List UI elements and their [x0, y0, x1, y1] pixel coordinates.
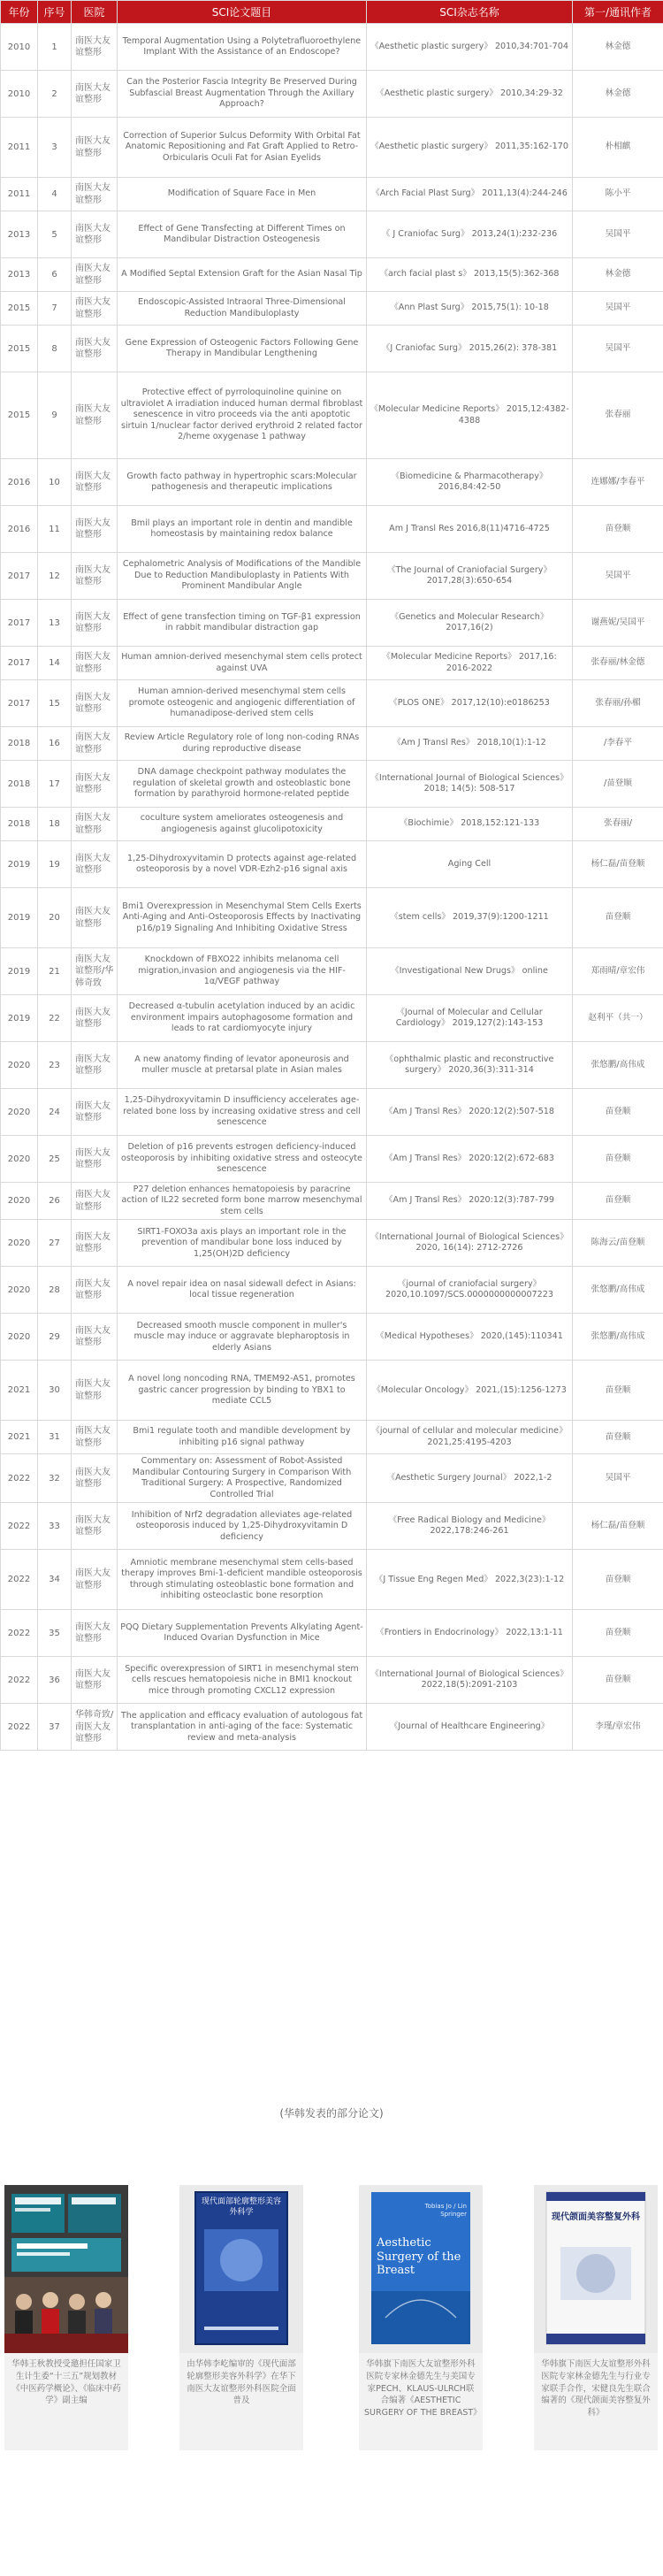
cell-year: 2015: [1, 372, 38, 459]
table-row: [1, 841, 663, 888]
book-card: [534, 2185, 658, 2450]
book-card: [4, 2185, 128, 2450]
cell-year: 2020: [1, 1089, 38, 1136]
book-cover-facial-contour: [179, 2185, 303, 2353]
cell-number: 5: [38, 211, 72, 258]
cell-hospital: 南医大友谊整形: [72, 761, 118, 808]
cell-hospital: 南医大友谊整形: [72, 808, 118, 841]
cell-author: 谢燕妮/吴国平: [573, 600, 663, 647]
book-cover-maxillofacial: [534, 2185, 658, 2353]
book-cover-title: 现代面部轮廓整形美容外科学: [201, 2197, 281, 2217]
table-row: [1, 1267, 663, 1314]
cell-author: 连娜娜/李春平: [573, 459, 663, 506]
table-row: [1, 1454, 663, 1503]
cell-journal: 《 J Craniofac Surg》 2013,24(1):232-236: [367, 211, 573, 258]
cell-year: 2021: [1, 1361, 38, 1421]
cell-hospital: 南医大友谊整形: [72, 1421, 118, 1454]
cell-title: Protective effect of pyrroloquinoline quinine on ultraviolet A irradiation induced human dermal fibroblast senescence in vitro proceeds via the anti apoptotic sirtuin 1/nuclear factor derived erythroid 2 related factor 2/heme oxygenase 1 pathway: [118, 372, 367, 459]
cell-title: DNA damage checkpoint pathway modulates the regulation of skeletal growth and osteoblastic bone formation by parathyroid hormone-related peptide: [118, 761, 367, 808]
cell-title: coculture system ameliorates osteogenesis and angiogenesis against glucolipotoxicity: [118, 808, 367, 841]
cell-title: PQQ Dietary Supplementation Prevents Alkylating Agent-Induced Ovarian Dysfunction in Mice: [118, 1610, 367, 1657]
cell-author: 苗登顺: [573, 1610, 663, 1657]
cell-year: 2018: [1, 727, 38, 761]
cell-title: Endoscopic-Assisted Intraoral Three-Dimensional Reduction Mandibuloplasty: [118, 292, 367, 326]
cell-year: 2022: [1, 1657, 38, 1704]
cell-author: 苗登顺: [573, 888, 663, 948]
cell-hospital: 南医大友谊整形: [72, 1657, 118, 1704]
book-cover-aesthetic-surgery: [359, 2185, 483, 2353]
cell-journal: 《Molecular Medicine Reports》 2017,16: 2016-2022: [367, 647, 573, 680]
table-row: [1, 1503, 663, 1550]
cell-title: Human amnion-derived mesenchymal stem cells promote osteogenic and angiogenic differentiation of humanadipose-derived stem cells: [118, 680, 367, 727]
table-row: [1, 211, 663, 258]
table-row: [1, 1136, 663, 1183]
table-row: [1, 761, 663, 808]
cell-number: 20: [38, 888, 72, 948]
cell-number: 15: [38, 680, 72, 727]
cell-author: 吴国平: [573, 211, 663, 258]
cell-journal: 《Ann Plast Surg》 2015,75(1): 10-18: [367, 292, 573, 326]
cell-author: 吴国平: [573, 326, 663, 372]
cell-year: 2020: [1, 1220, 38, 1267]
cell-title: Amniotic membrane mesenchymal stem cells-based therapy improves Bmi-1-deficient mandible osteoporosis through stimulating osteoblastic bone formation and inhibiting osteoclastic bone resorption: [118, 1550, 367, 1610]
cell-year: 2016: [1, 506, 38, 553]
cell-journal: 《Journal of Molecular and Cellular Cardiology》 2019,127(2):143-153: [367, 995, 573, 1042]
table-row: [1, 178, 663, 211]
cell-year: 2017: [1, 680, 38, 727]
cell-year: 2022: [1, 1704, 38, 1751]
cell-number: 29: [38, 1314, 72, 1361]
cell-journal: 《The Journal of Craniofacial Surgery》 2017,28(3):650-654: [367, 553, 573, 600]
cell-author: 朴相麒: [573, 118, 663, 178]
cell-author: 李瑾/章宏伟: [573, 1704, 663, 1751]
cell-year: 2022: [1, 1454, 38, 1503]
cell-hospital: 南医大友谊整形: [72, 1089, 118, 1136]
cell-number: 22: [38, 995, 72, 1042]
cell-hospital: 华韩奇致/南医大友谊整形: [72, 1704, 118, 1751]
cell-title: Decreased α-tubulin acetylation induced by an acidic environment impairs autophagosome formation and leads to rat cardiomyocyte injury: [118, 995, 367, 1042]
cell-number: 34: [38, 1550, 72, 1610]
cell-author: 吴国平: [573, 292, 663, 326]
cell-author: 吴国平: [573, 553, 663, 600]
table-row: [1, 1421, 663, 1454]
cell-year: 2015: [1, 292, 38, 326]
cell-number: 11: [38, 506, 72, 553]
cell-author: 张春丽/: [573, 808, 663, 841]
book-description: 华韩旗下南医大友谊整形外科医院专家林金德先生与美国专家PECH、KLAUS-ULRCH联合编著《AESTHETIC SURGERY OF THE BREAST》: [364, 2359, 482, 2419]
table-row: [1, 1314, 663, 1361]
cell-author: 苗登顺: [573, 1550, 663, 1610]
cell-hospital: 南医大友谊整形: [72, 1361, 118, 1421]
table-row: [1, 888, 663, 948]
cell-hospital: 南医大友谊整形: [72, 326, 118, 372]
cell-number: 18: [38, 808, 72, 841]
cell-hospital: 南医大友谊整形: [72, 680, 118, 727]
cell-year: 2017: [1, 553, 38, 600]
cell-hospital: 南医大友谊整形: [72, 372, 118, 459]
table-row: [1, 506, 663, 553]
cell-hospital: 南医大友谊整形: [72, 1610, 118, 1657]
cell-number: 30: [38, 1361, 72, 1421]
cell-hospital: 南医大友谊整形: [72, 647, 118, 680]
cell-year: 2017: [1, 600, 38, 647]
cell-number: 6: [38, 258, 72, 292]
cell-journal: 《ophthalmic plastic and reconstructive surgery》 2020,36(3):311-314: [367, 1042, 573, 1089]
cell-year: 2019: [1, 948, 38, 995]
cell-author: 苗登顺: [573, 506, 663, 553]
cell-journal: 《Genetics and Molecular Research》 2017,16(2): [367, 600, 573, 647]
book-card: [179, 2185, 303, 2450]
cell-hospital: 南医大友谊整形/华韩奇致: [72, 948, 118, 995]
cell-author: 苗登顺: [573, 1361, 663, 1421]
cell-number: 35: [38, 1610, 72, 1657]
cell-title: Can the Posterior Fascia Integrity Be Preserved During Subfascial Breast Augmentation Through the Axillary Approach?: [118, 71, 367, 118]
table-row: [1, 372, 663, 459]
cell-author: 吴国平: [573, 1454, 663, 1503]
table-row: [1, 71, 663, 118]
cell-year: 2013: [1, 258, 38, 292]
cell-title: Knockdown of FBXO22 inhibits melanoma cell migration,invasion and angiogenesis via the HIF-1α/VEGF pathway: [118, 948, 367, 995]
cell-number: 24: [38, 1089, 72, 1136]
cell-number: 14: [38, 647, 72, 680]
cell-year: 2018: [1, 761, 38, 808]
cell-journal: 《International Journal of Biological Sciences》 2018; 14(5): 508-517: [367, 761, 573, 808]
cell-author: 张悠鹏/高伟成: [573, 1042, 663, 1089]
table-row: [1, 680, 663, 727]
cell-year: 2021: [1, 1421, 38, 1454]
cell-number: 23: [38, 1042, 72, 1089]
cell-author: 苗登顺: [573, 1183, 663, 1220]
cell-journal: 《Biomedicine & Pharmacotherapy》 2016,84:42-50: [367, 459, 573, 506]
cell-title: SIRT1-FOXO3a axis plays an important role in the prevention of mandibular bone loss induced by 1,25(OH)2D deficiency: [118, 1220, 367, 1267]
table-row: [1, 1657, 663, 1704]
cell-number: 21: [38, 948, 72, 995]
cell-hospital: 南医大友谊整形: [72, 118, 118, 178]
cell-year: 2011: [1, 178, 38, 211]
cell-number: 32: [38, 1454, 72, 1503]
cell-title: Growth facto pathway in hypertrophic scars:Molecular pathogenesis and therapeutic implications: [118, 459, 367, 506]
table-row: [1, 995, 663, 1042]
cell-number: 37: [38, 1704, 72, 1751]
book-cover-title: Aesthetic Surgery of the Breast: [377, 2236, 461, 2278]
header-hospital: 医院: [72, 1, 118, 24]
table-row: [1, 258, 663, 292]
cell-author: 张悠鹏/高伟成: [573, 1314, 663, 1361]
book-cover-title: 现代颌面美容整复外科: [552, 2212, 640, 2222]
cell-journal: 《Frontiers in Endocrinology》 2022,13:1-11: [367, 1610, 573, 1657]
cell-journal: 《stem cells》 2019,37(9):1200-1211: [367, 888, 573, 948]
cell-number: 8: [38, 326, 72, 372]
table-row: [1, 1550, 663, 1610]
papers-caption: (华韩发表的部分论文): [279, 2107, 384, 2120]
cell-hospital: 南医大友谊整形: [72, 1183, 118, 1220]
cell-year: 2022: [1, 1503, 38, 1550]
table-row: [1, 727, 663, 761]
table-row: [1, 1089, 663, 1136]
table-row: [1, 600, 663, 647]
cell-hospital: 南医大友谊整形: [72, 727, 118, 761]
books-gallery: [0, 2185, 663, 2450]
cell-title: Bmil plays an important role in dentin and mandible homeostasis by maintaining redox balance: [118, 506, 367, 553]
cell-author: 赵利平（共一）: [573, 995, 663, 1042]
cell-title: A novel long noncoding RNA, TMEM92-AS1, promotes gastric cancer progression by binding to YBX1 to mediate CCL5: [118, 1361, 367, 1421]
cell-journal: 《International Journal of Biological Sciences》 2022,18(5):2091-2103: [367, 1657, 573, 1704]
cell-title: A novel repair idea on nasal sidewall defect in Asians: local tissue regeneration: [118, 1267, 367, 1314]
cell-title: Decreased smooth muscle component in muller's muscle may induce or aggravate blepharoptosis in elderly Asians: [118, 1314, 367, 1361]
table-row: [1, 1183, 663, 1220]
cell-author: 苗登顺: [573, 1421, 663, 1454]
table-row: [1, 24, 663, 71]
cell-hospital: 南医大友谊整形: [72, 258, 118, 292]
cell-journal: 《Aesthetic plastic surgery》 2010,34:701-704: [367, 24, 573, 71]
cell-number: 17: [38, 761, 72, 808]
cell-year: 2022: [1, 1610, 38, 1657]
cell-title: Inhibition of Nrf2 degradation alleviates age-related osteoporosis induced by 1,25-Dihydroxyvitamin D deficiency: [118, 1503, 367, 1550]
cell-year: 2018: [1, 808, 38, 841]
cell-author: 杨仁磊/苗登顺: [573, 841, 663, 888]
cell-number: 7: [38, 292, 72, 326]
cell-hospital: 南医大友谊整形: [72, 211, 118, 258]
cell-journal: 《J Tissue Eng Regen Med》 2022,3(23):1-12: [367, 1550, 573, 1610]
cell-title: Effect of Gene Transfecting at Different Times on Mandibular Distraction Osteogenesis: [118, 211, 367, 258]
cell-number: 12: [38, 553, 72, 600]
cell-journal: 《International Journal of Biological Sciences》 2020, 16(14): 2712-2726: [367, 1220, 573, 1267]
table-row: [1, 808, 663, 841]
cell-hospital: 南医大友谊整形: [72, 553, 118, 600]
cell-hospital: 南医大友谊整形: [72, 292, 118, 326]
cell-journal: 《Am J Transl Res》 2020:12(2):672-683: [367, 1136, 573, 1183]
cell-journal: 《Journal of Healthcare Engineering》: [367, 1704, 573, 1751]
cell-title: Bmi1 regulate tooth and mandible development by inhibiting p16 signal pathway: [118, 1421, 367, 1454]
cell-journal: 《Biochimie》 2018,152:121-133: [367, 808, 573, 841]
cell-number: 26: [38, 1183, 72, 1220]
cell-number: 25: [38, 1136, 72, 1183]
table-row: [1, 459, 663, 506]
cell-year: 2019: [1, 888, 38, 948]
header-year: 年份: [1, 1, 38, 24]
cell-author: 林金德: [573, 24, 663, 71]
cell-author: 杨仁磊/苗登顺: [573, 1503, 663, 1550]
cell-author: 陈小平: [573, 178, 663, 211]
book-cover-authors: Tobias Jo / Lin Springer: [424, 2203, 467, 2219]
cell-journal: Aging Cell: [367, 841, 573, 888]
cell-journal: 《J Craniofac Surg》 2015,26(2): 378-381: [367, 326, 573, 372]
cell-year: 2016: [1, 459, 38, 506]
cell-journal: 《arch facial plast s》 2013,15(5):362-368: [367, 258, 573, 292]
cell-title: 1,25-Dihydroxyvitamin D protects against age-related osteoporosis by a novel VDR-Ezh2-p16 signal axis: [118, 841, 367, 888]
book-description: 由华韩李屹编审的《现代面部轮廓整形美容外科学》在华下南医大友谊整形外科医院全面普及: [187, 2359, 296, 2406]
cell-title: Deletion of p16 prevents estrogen deficiency-induced osteoporosis by inhibiting oxidative stress and osteocyte senescence: [118, 1136, 367, 1183]
cell-title: A new anatomy finding of levator aponeurosis and muller muscle at pretarsal plate in Asian males: [118, 1042, 367, 1089]
header-title: SCI论文题目: [118, 1, 367, 24]
book-card: [359, 2185, 483, 2450]
cell-hospital: 南医大友谊整形: [72, 888, 118, 948]
table-row: [1, 553, 663, 600]
cell-year: 2010: [1, 71, 38, 118]
cell-number: 28: [38, 1267, 72, 1314]
cell-journal: 《PLOS ONE》 2017,12(10):e0186253: [367, 680, 573, 727]
book-photo-collage: [4, 2185, 128, 2353]
cell-year: 2010: [1, 24, 38, 71]
cell-title: Temporal Augmentation Using a Polytetrafluoroethylene Implant With the Assistance of an Endoscope?: [118, 24, 367, 71]
cell-journal: 《journal of cellular and molecular medicine》 2021,25:4195-4203: [367, 1421, 573, 1454]
cell-year: 2017: [1, 647, 38, 680]
cell-hospital: 南医大友谊整形: [72, 1550, 118, 1610]
cell-number: 2: [38, 71, 72, 118]
cell-year: 2020: [1, 1183, 38, 1220]
cell-number: 19: [38, 841, 72, 888]
cell-hospital: 南医大友谊整形: [72, 995, 118, 1042]
cell-hospital: 南医大友谊整形: [72, 71, 118, 118]
cell-number: 13: [38, 600, 72, 647]
cell-number: 4: [38, 178, 72, 211]
cell-year: 2019: [1, 841, 38, 888]
cell-author: 苗登顺: [573, 1657, 663, 1704]
cell-title: Bmi1 Overexpression in Mesenchymal Stem Cells Exerts Anti-Aging and Anti-Osteoporosis Effects by Inactivating p16/p19 Signaling And Inhibiting Oxidative Stress: [118, 888, 367, 948]
cell-author: /苗登顺: [573, 761, 663, 808]
cell-author: 张悠鹏/高伟成: [573, 1267, 663, 1314]
cell-author: 郑雨晴/章宏伟: [573, 948, 663, 995]
cell-journal: 《Am J Transl Res》 2020:12(3):787-799: [367, 1183, 573, 1220]
cell-number: 36: [38, 1657, 72, 1704]
table-row: [1, 292, 663, 326]
cell-year: 2011: [1, 118, 38, 178]
cell-journal: 《Medical Hypotheses》 2020,(145):110341: [367, 1314, 573, 1361]
cell-hospital: 南医大友谊整形: [72, 24, 118, 71]
cell-title: 1,25-Dihydroxyvitamin D insufficiency accelerates age-related bone loss by increasing oxidative stress and cell senescence: [118, 1089, 367, 1136]
cell-author: 张春丽/孙楣: [573, 680, 663, 727]
cell-number: 9: [38, 372, 72, 459]
cell-title: Correction of Superior Sulcus Deformity With Orbital Fat Anatomic Repositioning and Fat Graft Applied to Retro-Orbicularis Oculi Fat for Asian Eyelids: [118, 118, 367, 178]
cell-year: 2015: [1, 326, 38, 372]
cell-journal: 《Am J Transl Res》 2018,10(1):1-12: [367, 727, 573, 761]
cell-hospital: 南医大友谊整形: [72, 1042, 118, 1089]
table-row: [1, 647, 663, 680]
cell-year: 2020: [1, 1136, 38, 1183]
table-header-row: [1, 1, 663, 24]
cell-title: Review Article Regulatory role of long non-coding RNAs during reproductive disease: [118, 727, 367, 761]
cell-number: 16: [38, 727, 72, 761]
cell-hospital: 南医大友谊整形: [72, 1267, 118, 1314]
cell-author: 林金德: [573, 258, 663, 292]
table-row: [1, 118, 663, 178]
cell-journal: 《Molecular Oncology》 2021,(15):1256-1273: [367, 1361, 573, 1421]
cell-hospital: 南医大友谊整形: [72, 1136, 118, 1183]
cell-author: 苗登顺: [573, 1136, 663, 1183]
cell-journal: 《Molecular Medicine Reports》 2015,12:4382-4388: [367, 372, 573, 459]
cell-journal: 《Aesthetic Surgery Journal》 2022,1-2: [367, 1454, 573, 1503]
cell-author: 苗登顺: [573, 1089, 663, 1136]
cell-title: Gene Expression of Osteogenic Factors Following Gene Therapy in Mandibular Lengthening: [118, 326, 367, 372]
cell-journal: 《Investigational New Drugs》 online: [367, 948, 573, 995]
cell-title: Specific overexpression of SIRT1 in mesenchymal stem cells rescues hematopoiesis niche in BMI1 knockout mice through promoting CXCL12 expression: [118, 1657, 367, 1704]
cell-journal: 《Free Radical Biology and Medicine》 2022,178:246-261: [367, 1503, 573, 1550]
cell-title: P27 deletion enhances hematopoiesis by paracrine action of IL22 secreted form bone marrow mesenchymal stem cells: [118, 1183, 367, 1220]
cell-number: 1: [38, 24, 72, 71]
cell-author: /李春平: [573, 727, 663, 761]
header-author: 第一/通讯作者: [573, 1, 663, 24]
table-row: [1, 1704, 663, 1751]
cell-title: Effect of gene transfection timing on TGF-β1 expression in rabbit mandibular distraction gap: [118, 600, 367, 647]
cell-year: 2013: [1, 211, 38, 258]
cell-number: 31: [38, 1421, 72, 1454]
cell-number: 33: [38, 1503, 72, 1550]
book-description: 华韩旗下南医大友谊整形外科医院专家林金德先生与行业专家联手合作，宋健良先生联合编著的《现代颌面美容整复外科》: [541, 2359, 651, 2419]
cell-year: 2020: [1, 1042, 38, 1089]
cell-hospital: 南医大友谊整形: [72, 459, 118, 506]
cell-hospital: 南医大友谊整形: [72, 178, 118, 211]
cell-journal: Am J Transl Res 2016,8(11)4716-4725: [367, 506, 573, 553]
cell-title: A Modified Septal Extension Graft for the Asian Nasal Tip: [118, 258, 367, 292]
table-row: [1, 1220, 663, 1267]
cell-hospital: 南医大友谊整形: [72, 1220, 118, 1267]
cell-hospital: 南医大友谊整形: [72, 1454, 118, 1503]
cell-author: 张春丽: [573, 372, 663, 459]
cell-journal: 《Arch Facial Plast Surg》 2011,13(4):244-246: [367, 178, 573, 211]
cell-author: 林金德: [573, 71, 663, 118]
header-journal: SCI杂志名称: [367, 1, 573, 24]
cell-number: 3: [38, 118, 72, 178]
cell-title: Human amnion-derived mesenchymal stem cells protect against UVA: [118, 647, 367, 680]
cell-author: 张春丽/林金德: [573, 647, 663, 680]
cell-hospital: 南医大友谊整形: [72, 1314, 118, 1361]
table-row: [1, 948, 663, 995]
cell-hospital: 南医大友谊整形: [72, 506, 118, 553]
header-number: 序号: [38, 1, 72, 24]
cell-journal: 《Am J Transl Res》 2020:12(2):507-518: [367, 1089, 573, 1136]
cell-author: 陈海云/苗登顺: [573, 1220, 663, 1267]
cell-journal: 《Aesthetic plastic surgery》 2011,35:162-170: [367, 118, 573, 178]
table-row: [1, 1042, 663, 1089]
cell-hospital: 南医大友谊整形: [72, 600, 118, 647]
cell-title: Commentary on: Assessment of Robot-Assisted Mandibular Contouring Surgery in Comparison With Traditional Surgery: A Prospective, Randomized Controlled Trial: [118, 1454, 367, 1503]
table-row: [1, 1361, 663, 1421]
table-row: [1, 1610, 663, 1657]
cell-year: 2019: [1, 995, 38, 1042]
cell-title: Cephalometric Analysis of Modifications of the Mandible Due to Reduction Mandibuloplasty in Patients With Prominent Mandibular Angle: [118, 553, 367, 600]
cell-year: 2020: [1, 1267, 38, 1314]
table-row: [1, 326, 663, 372]
cell-year: 2020: [1, 1314, 38, 1361]
cell-hospital: 南医大友谊整形: [72, 1503, 118, 1550]
cell-hospital: 南医大友谊整形: [72, 841, 118, 888]
cell-title: Modification of Square Face in Men: [118, 178, 367, 211]
cell-number: 10: [38, 459, 72, 506]
book-description: 华韩王秋教授受邀担任国家卫生计生委“十三五”规划教材《中医药学概论》、《临床中药学》副主编: [11, 2359, 121, 2406]
cell-number: 27: [38, 1220, 72, 1267]
cell-year: 2022: [1, 1550, 38, 1610]
cell-journal: 《journal of craniofacial surgery》 2020,10.1097/SCS.0000000000007223: [367, 1267, 573, 1314]
cell-journal: 《Aesthetic plastic surgery》 2010,34:29-32: [367, 71, 573, 118]
cell-title: The application and efficacy evaluation of autologous fat transplantation in anti-aging of the face: Systematic review and meta-analysis: [118, 1704, 367, 1751]
